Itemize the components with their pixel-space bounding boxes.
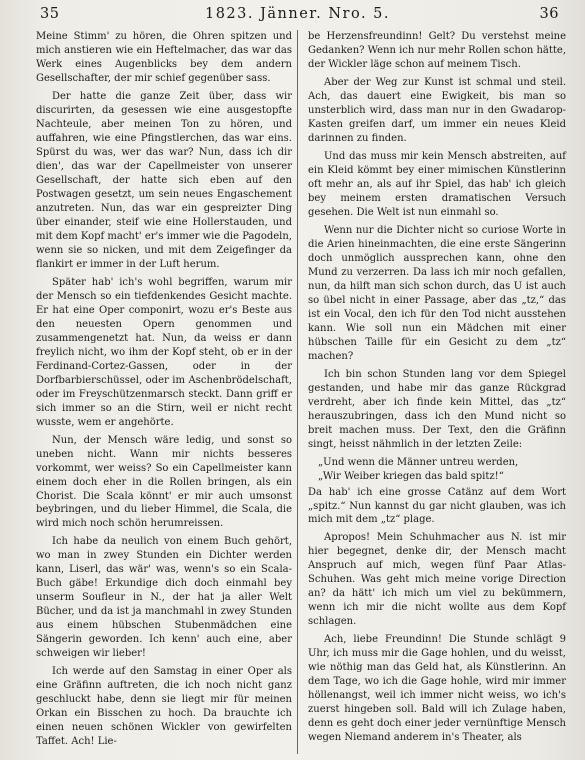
left-column-paragraph: Meine Stimm' zu hören, die Ohren spitzen und mich anstieren wie ein Heftelmacher, das war das Werk eines Augenblicks bey dem andern Gesellschafter, der mir schief gegenüber sass. <box>36 31 292 84</box>
right-column-paragraph: Aber der Weg zur Kunst ist schmal und steil. Ach, das dauert eine Ewigkeit, bis man so unsterblich wird, dass man nur in den Gwadarop-Kasten greifen darf, um immer ein neues Kleid darinnen zu finden. <box>308 76 566 144</box>
left-column-paragraph: Der hatte die ganze Zeit über, dass wir discurirten, da gesessen wie eine ausgestopfte Nachteule, aber meinen Ton zu hören, und auffahren, wie eine Pfingstlerchen, das war eins. Spürst du was, wer das war? Nun, dass ich dir dien', das war der Capellmeister von unserer Gesellschaft, der hatte sich eben auf den Postwagen gesetzt, um sein neues Engaschement anzutreten. Nun, das war ein gespreizter Ding über einander, steif wie eine Hollerstauden, und mit dem Kopf macht' er's immer wie die Pagodeln, wenn sie so nicken, und mit dem Zeigefinger da flankirt er immer in der Luft herum. <box>36 90 292 270</box>
right-column-paragraph: Apropos! Mein Schuhmacher aus N. ist mir hier begegnet, denke dir, der Mensch macht Anspruch auf mich, wegen fünf Paar Atlas-Schuhen. Was geht mich meine vorige Direction an? da hätt' ich mich um viel zu bekümmern, wenn ich mir die nicht wollte aus dem Kopf schlagen. <box>308 532 566 628</box>
right-column-paragraph: „Wir Weiber kriegen das bald spitz!“ <box>318 470 504 482</box>
right-column-paragraph: Und das muss mir kein Mensch abstreiten, auf ein Kleid kömmt bey einer mimischen Künstlerinn oft mehr an, als auf ihr Spiel, das hab' ich gleich bey meinem ersten dramatischen Versuch gesehen. Die Welt ist nun einmahl so. <box>308 150 566 218</box>
right-column-paragraph: Wenn nur die Dichter nicht so curiose Worte in die Arien hineinmachten, die eine erste Sängerinn doch unmöglich aussprechen kann, ohne den Mund zu verzerren. Da lass ich mir noch gefallen, nun, da hilft man sich schon durch, das U ist auch so übel nicht in einer Passage, aber das „tz,“ das ist ein Vocal, den ich für den Tod nicht ausstehen kann. Wie soll nun ein Mädchen mit einer hübschen Taille für ein Gesicht zu dem „tz“ machen? <box>308 224 566 362</box>
running-head: 1823. Jänner. Nro. 5. <box>204 6 391 22</box>
right-column-paragraph: be Herzensfreundinn! Gelt? Du verstehst meine Gedanken? Wenn ich nur mehr Rollen schon hätte, der Wickler läge schon auf meinem Tisch. <box>308 31 566 70</box>
left-column-paragraph: Später hab' ich's wohl begriffen, warum mir der Mensch so ein tiefdenkendes Gesicht machte. Er hat eine Oper componirt, wozu er's Beste aus den neuesten Opern genommen und zusammengenetzt hat. Nun, da weiss er dann freylich nicht, wo ihm der Kopf steht, ob er in der Ferdinand-Cortez-Gassen, oder in der Dorfbarbierschüssel, oder im Aschenbrödelschaft, oder im Freyschützenmarsch steckt. Dann griff er sich immer so an die Stirn, weil er nicht recht wusste, wem er angehörte. <box>36 276 292 428</box>
left-column-paragraph: Ich werde auf den Samstag in einer Oper als eine Gräfinn auftreten, die ich noch nicht ganz geschluckt habe, denn sie liegt mir für meinen Orkan ein Bisschen zu hoch. Da brauchte ich einen neuen schönen Wickler von gewirfelten Taffet. Ach! Lie- <box>36 666 292 748</box>
page-number-right: 36 <box>539 6 559 22</box>
right-column-paragraph: Da hab' ich eine grosse Catänz auf dem Wort „spitz.“ Nun kannst du gar nicht glauben, was ich mich mit dem „tz“ plage. <box>308 486 566 526</box>
page-header <box>30 6 565 28</box>
right-column <box>308 30 566 749</box>
right-column-paragraph: Ach, liebe Freundinn! Die Stunde schlägt 9 Uhr, ich muss mir die Gage hohlen, und du weisst, wie nöthig man das Geld hat, als Künstlerinn. An dem Tage, wo ich die Gage hohle, wird mir immer höllenangst, weil ich immer nicht weiss, wo ich's zuerst hingeben soll. Bald will ich Zulage haben, denn es geht doch einer jeder vernünftige Mensch wegen Niemand anderem in's Theater, als <box>308 634 566 744</box>
page-number-left: 35 <box>40 6 60 22</box>
right-column-paragraph: „Und wenn die Männer untreu werden, <box>318 456 519 468</box>
column-divider <box>297 30 298 754</box>
right-column-paragraph: Ich bin schon Stunden lang vor dem Spiegel gestanden, und habe mir das ganze Rückgrad verdreht, aber ich finde kein Mittel, das „tz“ herauszubringen, dass ich den Mund nicht so breit machen muss. Der Text, den die Gräfinn singt, heisst nähmlich in der letzten Zeile: <box>308 368 566 450</box>
left-column-paragraph: Ich habe da neulich von einem Buch gehört, wo man in zwey Stunden ein Dichter werden kann, Liserl, das wär' was, wenn's so ein Scala-Buch gäbe! Erkundige dich doch einmahl bey unserm Soufleur in N., der hat ja aller Welt Bücher, und da ist ja manchmahl in zwey Stunden aus einem hübschen Stubenmädchen eine Sängerin geworden. Ich kenn' auch eine, aber schweigen wir lieber! <box>36 536 292 660</box>
left-column-paragraph: Nun, der Mensch wäre ledig, und sonst so uneben nicht. Wann mir nichts besseres vorkommt, wer weiss? So ein Capellmeister kann einem doch eher in die Rollen bringen, als ein Chorist. Die Scala könnt' er mir auch umsonst beybringen, und du lieber Himmel, die Scala, die wird mich noch schön herumreissen. <box>36 434 292 530</box>
left-column <box>36 30 292 753</box>
